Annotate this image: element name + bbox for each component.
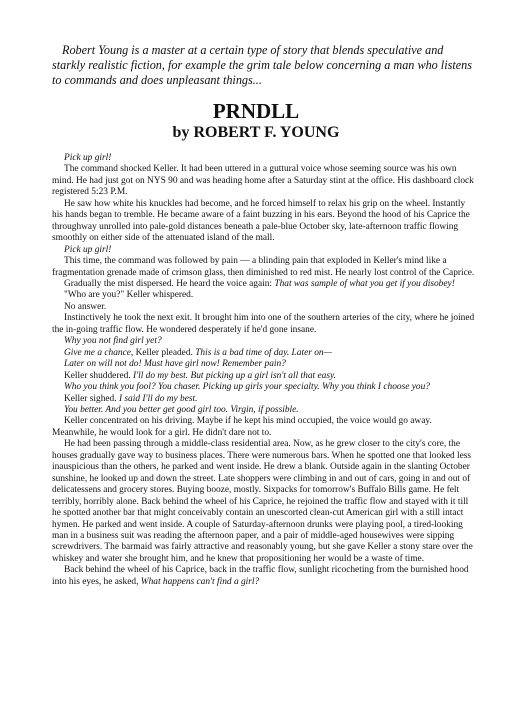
story-paragraph <box>52 279 476 290</box>
story-paragraph <box>52 164 476 198</box>
italic-text: Who you think you fool? You chaser. Picking up girls your specialty. Why you think I choose you? <box>64 382 430 393</box>
story-paragraph <box>52 359 476 370</box>
text-run: Keller pleaded. <box>133 347 196 358</box>
story-paragraph <box>52 153 476 164</box>
story-title: PRNDLL <box>212 99 300 123</box>
text-run: Keller sighed. <box>64 393 119 404</box>
story-paragraph <box>52 348 476 359</box>
intro-blurb: Robert Young is a master at a certain type of story that blends speculative and starkly realistic fiction, for example the grim tale below concerning a man who listens to commands and does unpleasant things... <box>52 43 472 87</box>
text-run: No answer. <box>64 301 107 312</box>
story-paragraph <box>52 245 476 256</box>
italic-text: What happens can't find a girl? <box>140 576 260 587</box>
italic-text: I'll do my best. But picking up a girl isn't all that easy. <box>133 370 336 381</box>
text-run: Keller concentrated on his driving. Maybe if he kept his mind occupied, the voice would go away. Meanwhile, he would look for a girl. He didn't dare not to. <box>52 416 432 438</box>
italic-text: Why you not find girl yet? <box>64 336 162 347</box>
story-paragraph <box>52 394 476 405</box>
italic-text: Later on will not do! Must have girl now! Remember pain? <box>64 359 286 370</box>
story-paragraph <box>52 336 476 347</box>
italic-text: I said I'll do my best. <box>118 393 198 404</box>
story-paragraph <box>52 382 476 393</box>
italic-text: You better. And you better get good girl too. Virgin, if possible. <box>64 404 299 415</box>
text-run: Gradually the mist dispersed. He heard the voice again: <box>64 278 275 289</box>
story-body <box>52 153 476 588</box>
text-run: This time, the command was followed by pain — a blinding pain that exploded in Keller's mind like a fragmentation grenade made of crimson glass, then diminished to red mist. He nearly lost control of the Caprice. <box>52 256 475 278</box>
italic-text: Pick up girl! <box>64 244 112 255</box>
text-run: Instinctively he took the next exit. It brought him into one of the southern arteries of the city, where he joined the in-going traffic flow. He wondered desperately if he'd gone insane. <box>52 313 475 335</box>
text-run: "Who are you?" Keller whispered. <box>64 290 194 301</box>
story-paragraph <box>52 313 476 336</box>
text-run: The command shocked Keller. It had been uttered in a guttural voice whose seeming source was his own mind. He had just got on NYS 90 and was heading home after a Saturday stint at the office. His dashboard clock registered 5:23 P.M. <box>52 164 474 198</box>
text-run: He had been passing through a middle-class residential area. Now, as he grew closer to the city's core, the houses gradually gave way to business places. There were numerous bars. When he spotted one that looked less inauspicious than the others, he parked and went inside. He drew a blank. Outside again in the slanting October sunshine, he looked up and down the street. Late shoppers were climbing in and out of cars, going in and out of delicatessens and grocery stores. Buying booze, mostly. Sixpacks for tomorrow's Buffalo Bills game. He felt terribly, horribly alone. Back behind the wheel of his Caprice, he rejoined the traffic flow and stayed with it till he spotted another bar that might conceivably contain an unescorted clean-cut American girl with a still intact hymen. He parked and went inside. A couple of Saturday-afternoon drunks were playing pool, a tired-looking man in a business suit was reading the afternoon paper, and a pair of middle-aged housewives were sipping screwdrivers. The barmaid was fairly attractive and reasonably young, but she gave Keller a stony stare over the whiskey and water she brought him, and he knew that propositioning her would be a waste of time. <box>52 439 473 564</box>
story-paragraph <box>52 199 476 245</box>
italic-text: Pick up girl! <box>64 153 112 163</box>
italic-text: Give me a chance, <box>64 347 134 358</box>
author-byline: by ROBERT F. YOUNG <box>172 124 340 141</box>
text-run: Keller shuddered. <box>64 370 133 381</box>
story-paragraph <box>52 439 476 565</box>
story-paragraph <box>52 416 476 439</box>
story-paragraph <box>52 302 476 313</box>
story-paragraph <box>52 371 476 382</box>
italic-text: This is a bad time of day. Later on— <box>195 347 332 358</box>
story-paragraph <box>52 405 476 416</box>
text-run: Back behind the wheel of his Caprice, back in the traffic flow, sunlight ricocheting from the burnished hood into his eyes, he asked, <box>52 565 469 587</box>
story-paragraph <box>52 290 476 301</box>
italic-text: That was sample of what you get if you disobey! <box>274 278 455 289</box>
story-paragraph <box>52 565 476 588</box>
text-run: He saw how white his knuckles had become, and he forced himself to relax his grip on the wheel. Instantly his hands began to tremble. He became aware of a faint buzzing in his ears. Beyond the hood of his Caprice the throughway unrolled into pale-gold distances beneath a pale-blue October sky, late-afternoon traffic flowing smoothly on either side of the attenuated island of the mall. <box>52 198 470 244</box>
story-paragraph <box>52 256 476 279</box>
